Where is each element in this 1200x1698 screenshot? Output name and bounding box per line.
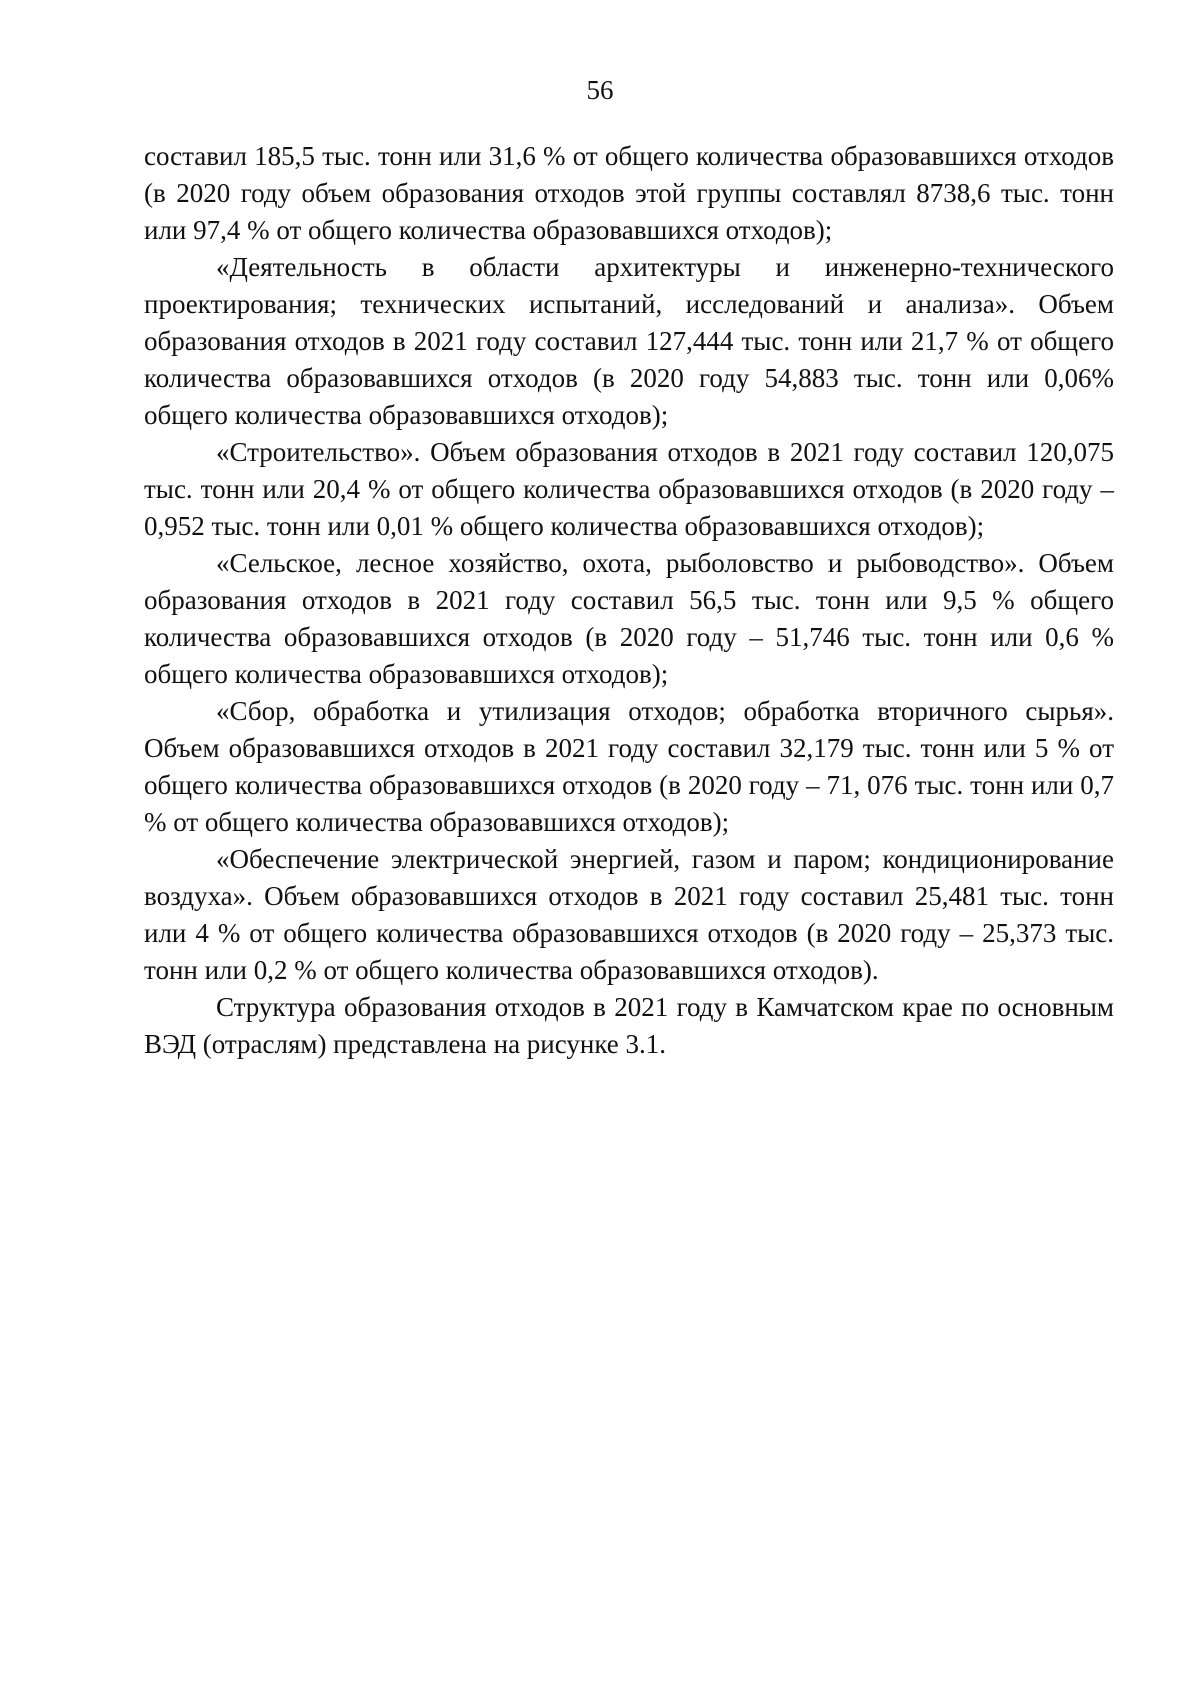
paragraph-continuation: составил 185,5 тыс. тонн или 31,6 % от общего количества образовавшихся отходов (в 2020 году объем образования отходов этой группы составлял 8738,6 тыс. тонн или 97,4 % от общего количества образовавшихся отходов); [144, 141, 1114, 245]
document-body [144, 138, 1114, 1063]
paragraph-construction: «Строительство». Объем образования отходов в 2021 году составил 120,075 тыс. тонн или 20,4 % от общего количества образовавшихся отходов (в 2020 году – 0,952 тыс. тонн или 0,01 % общего количества образовавшихся отходов); [144, 437, 1114, 541]
paragraph-architecture: «Деятельность в области архитектуры и инженерно-технического проектирования; технических испытаний, исследований и анализа». Объем образования отходов в 2021 году составил 127,444 тыс. тонн или 21,7 % от общего количества образовавшихся отходов (в 2020 году 54,883 тыс. тонн или 0,06% общего количества образовавшихся отходов); [144, 252, 1114, 430]
page-number: 56 [586, 75, 614, 105]
paragraph-energy-supply: «Обеспечение электрической энергией, газом и паром; кондиционирование воздуха». Объем образовавшихся отходов в 2021 году составил 25,481 тыс. тонн или 4 % от общего количества образовавшихся отходов (в 2020 году – 25,373 тыс. тонн или 0,2 % от общего количества образовавшихся отходов). [144, 844, 1114, 985]
paragraph-waste-collection: «Сбор, обработка и утилизация отходов; обработка вторичного сырья». Объем образовавшихся отходов в 2021 году составил 32,179 тыс. тонн или 5 % от общего количества образовавшихся отходов (в 2020 году – 71, 076 тыс. тонн или 0,7 % от общего количества образовавшихся отходов); [144, 696, 1114, 837]
paragraph-agriculture: «Сельское, лесное хозяйство, охота, рыболовство и рыбоводство». Объем образования отходов в 2021 году составил 56,5 тыс. тонн или 9,5 % общего количества образовавшихся отходов (в 2020 году – 51,746 тыс. тонн или 0,6 % общего количества образовавшихся отходов); [144, 548, 1114, 689]
paragraph-structure-reference: Структура образования отходов в 2021 году в Камчатском крае по основным ВЭД (отраслям) представлена на рисунке 3.1. [144, 992, 1114, 1059]
